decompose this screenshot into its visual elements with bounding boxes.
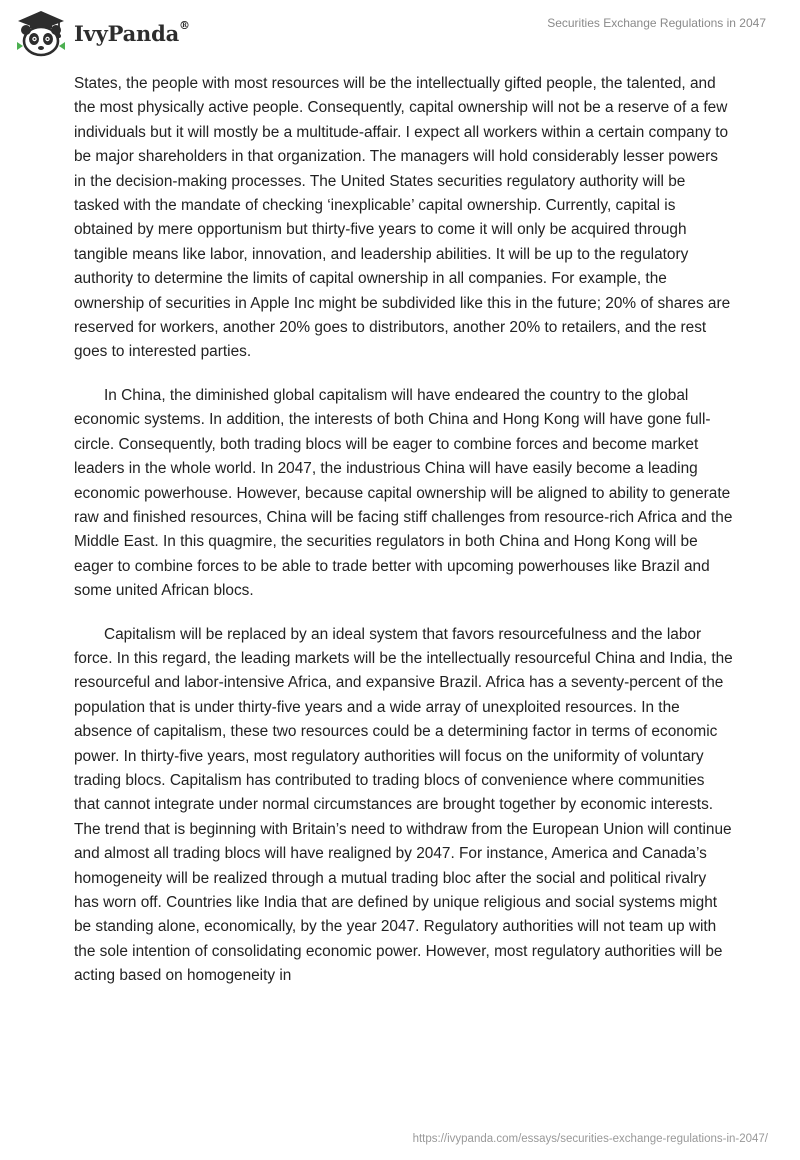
essay-body [74, 72, 734, 1008]
paragraph-2: In China, the diminished global capitalism will have endeared the country to the global economic systems. In addition, the interests of both China and Hong Kong will have gone full-circle. Consequently, both trading blocs will be eager to combine forces and become market leaders in the whole world. In 2047, the industrious China will have easily become a leading economic powerhouse. However, because capital ownership will be aligned to ability to generate raw and finished resources, China will be facing stiff challenges from resource-rich Africa and the Middle East. In this quagmire, the securities regulators in both China and Hong Kong will be eager to combine forces to be able to trade better with upcoming powerhouses like Brazil and some united African blocs. [74, 386, 733, 600]
brand-logo[interactable] [14, 8, 190, 58]
paragraph-3: Capitalism will be replaced by an ideal system that favors resourcefulness and the labor force. In this regard, the leading markets will be the intellectually resourceful China and India, the resourceful and labor-intensive Africa, and expansive Brazil. Africa has a seventy-percent of the population that is under thirty-five years and a wide array of unexploited resources. In the absence of capitalism, these two resources could be a determining factor in terms of economic power. In thirty-five years, most regulatory authorities will focus on the uniformity of voluntary trading blocs. Capitalism has contributed to trading blocs of convenience where communities that cannot integrate under normal circumstances are brought together by economic interests. The trend that is beginning with Britain’s need to withdraw from the European Union will continue and almost all trading blocs will have realigned by 2047. For instance, America and Canada’s homogeneity will be realized through a mutual trading bloc after the social and political rivalry has worn off. Countries like India that are defined by unique religious and social systems might be standing alone, economically, by the year 2047. Regulatory authorities will not team up with the sole intention of consolidating economic power. However, most regulatory authorities will be acting based on homogeneity in [74, 625, 733, 985]
source-url: https://ivypanda.com/essays/securities-exchange-regulations-in-2047/ [412, 1133, 768, 1145]
paragraph-1: States, the people with most resources will be the intellectually gifted people, the talented, and the most physically active people. Consequently, capital ownership will not be a reserve of a few individuals but it will mostly be a multitude-affair. I expect all workers within a certain company to be major shareholders in that organization. The managers will hold considerably lesser powers in the decision-making processes. The United States securities regulatory authority will be tasked with the mandate of checking ‘inexplicable’ capital ownership. Currently, capital is obtained by mere opportunism but thirty-five years to come it will only be acquired through tangible means like labor, innovation, and leadership abilities. It will be up to the regulatory authority to determine the limits of capital ownership in all companies. For example, the ownership of securities in Apple Inc might be subdivided like this in the future; 20% of shares are reserved for workers, another 20% goes to distributors, another 20% to retailers, and the rest goes to interested parties. [74, 75, 731, 361]
document-title: Securities Exchange Regulations in 2047 [547, 16, 766, 30]
page-header [0, 0, 800, 62]
brand-name: IvyPanda® [74, 18, 190, 46]
panda-graduation-cap-icon [14, 8, 68, 58]
